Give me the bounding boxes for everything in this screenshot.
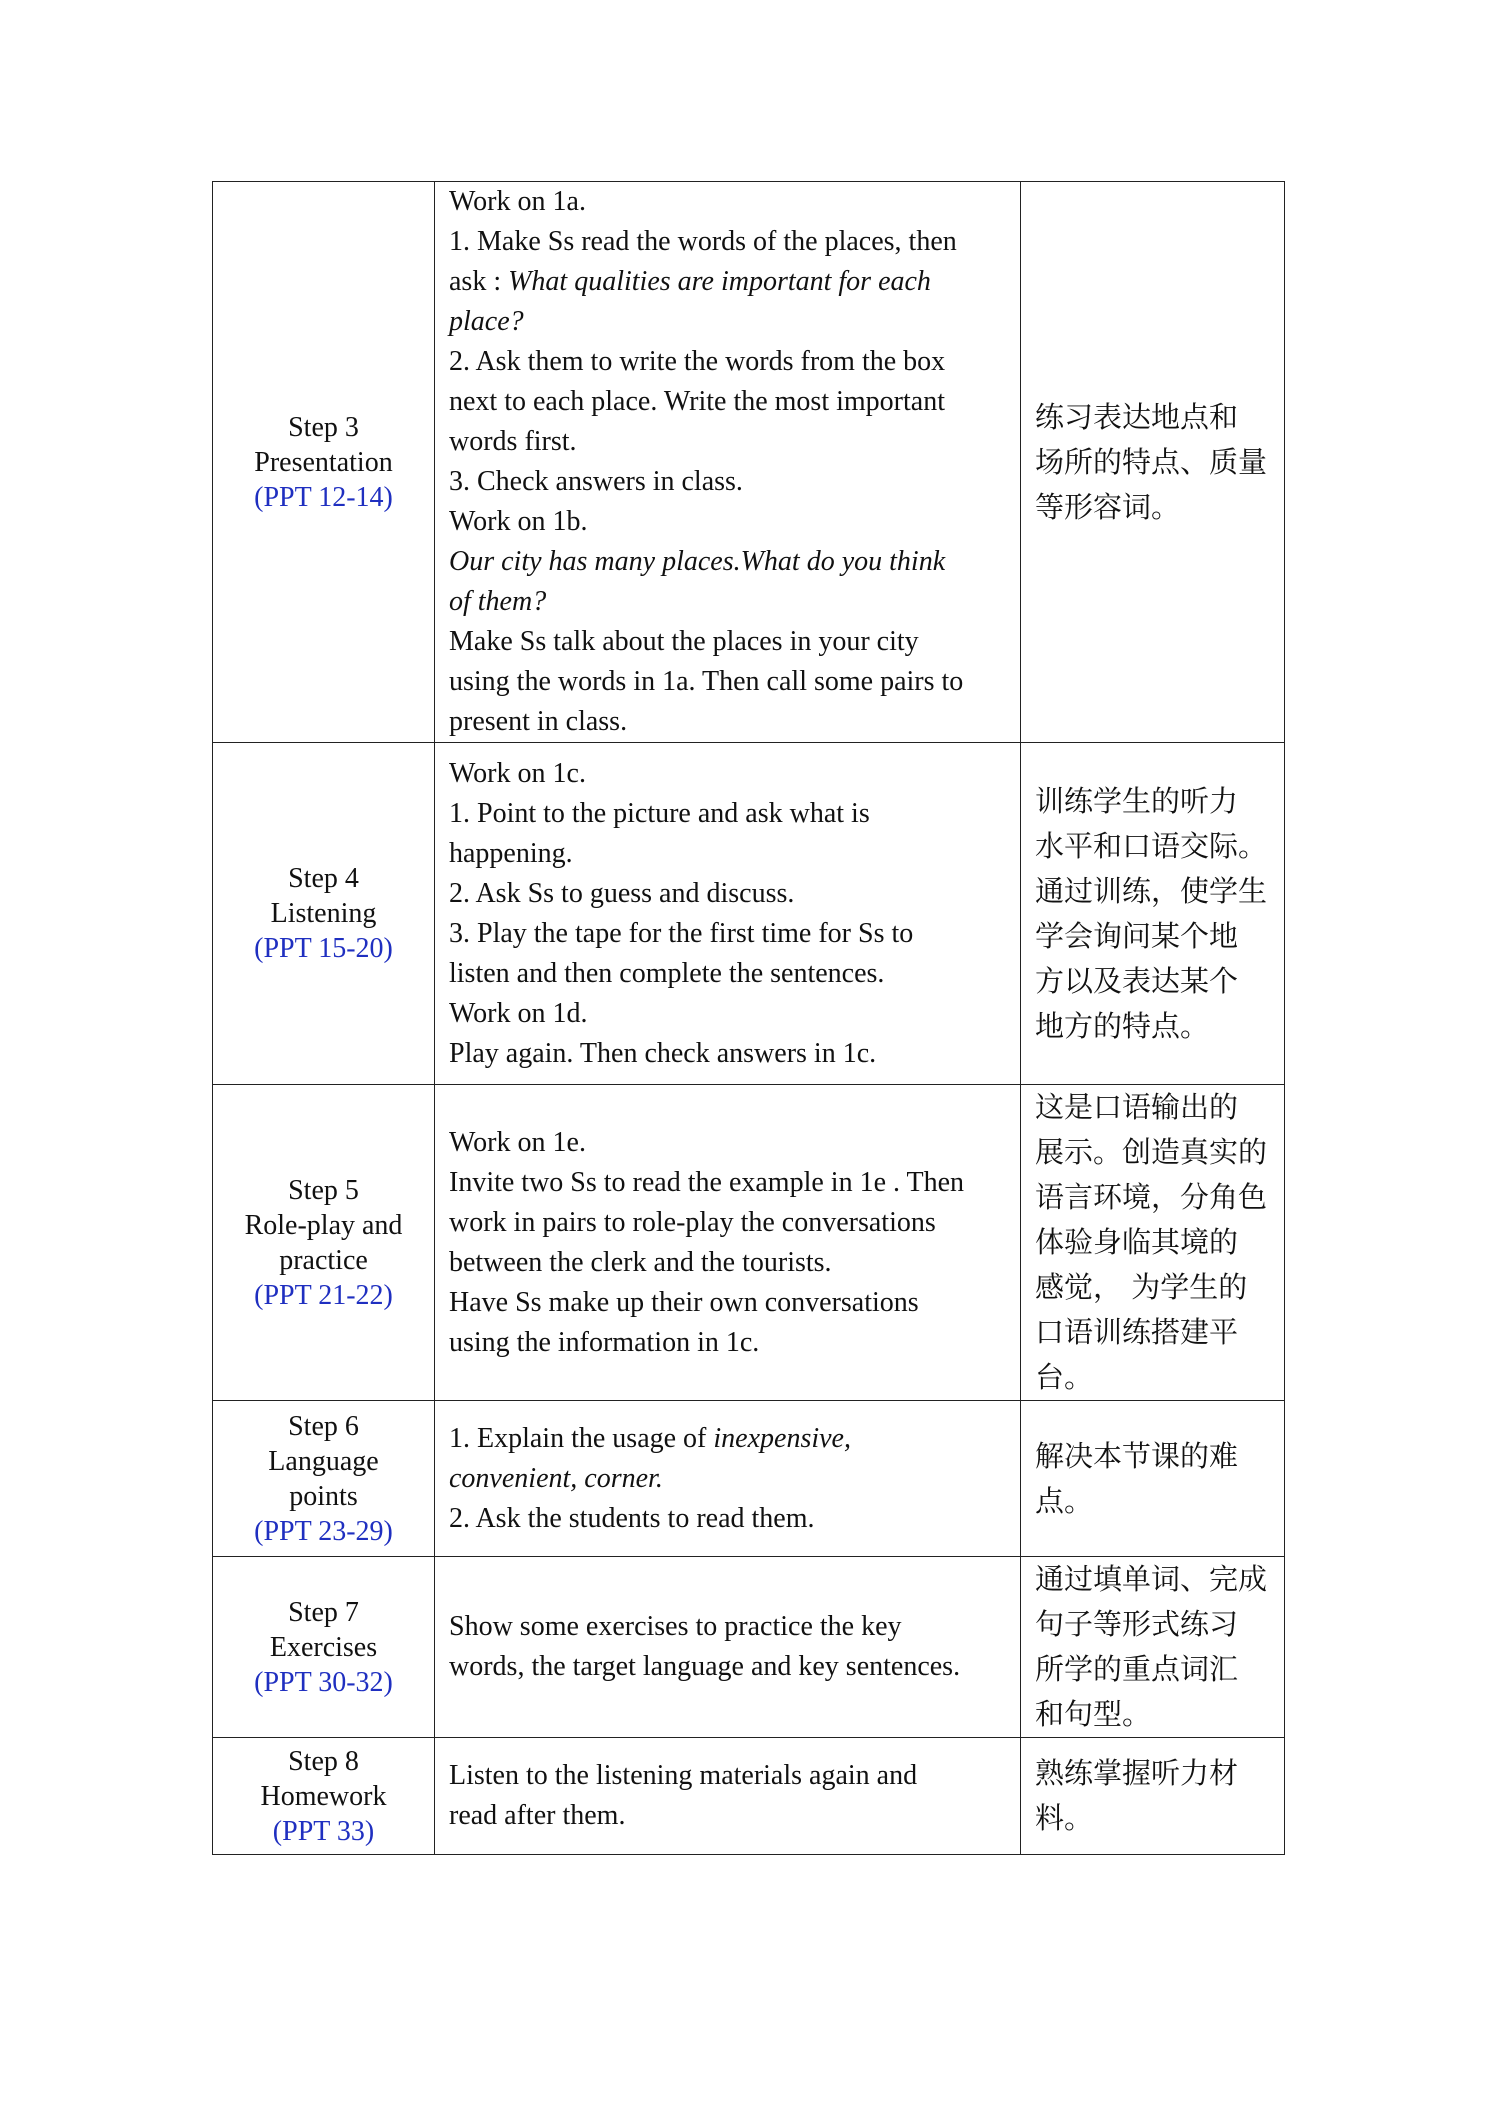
ppt-ref: (PPT 33) [272,1815,375,1847]
step-cell [213,1557,435,1738]
aim-line: 体验身临其境的 [1035,1225,1239,1259]
procedure-line: Show some exercises to practice the key [449,1611,902,1642]
step-label: Step 4 [288,863,359,894]
step-title-cont: practice [279,1244,368,1276]
step-label: Step 5 [288,1174,359,1206]
step-title: Listening [270,898,377,929]
ppt-ref: (PPT 23-29) [254,1515,393,1547]
aim-line: 通过训练，使学生 [1035,873,1268,908]
procedure-line: of them? [449,586,547,617]
procedure-line: listen and then complete the sentences. [449,957,885,989]
procedure-line: convenient, corner. [449,1462,663,1494]
ppt-ref: (PPT 21-22) [254,1279,393,1311]
procedure-line [449,262,1008,302]
procedure-line: Work on 1d. [449,997,588,1029]
aim-line: 熟练掌握听力材 [1035,1756,1239,1790]
aim-line: 和句型。 [1035,1697,1152,1731]
aim-line: 解决本节课的难 [1035,1438,1239,1473]
aim-line: 口语训练搭建平 [1035,1315,1239,1349]
step-label: Step 7 [288,1596,359,1628]
procedure-italic-text: inexpensive, [713,1422,851,1454]
procedure-line: Play again. Then check answers in 1c. [449,1037,877,1069]
procedure-line: using the information in 1c. [449,1326,760,1358]
procedure-cell [435,182,1021,743]
procedure-line: 2. Ask the students to read them. [449,1502,815,1534]
step-title: Presentation [254,446,393,478]
procedure-line: Make Ss talk about the places in your city [449,626,919,657]
step-cell [213,1085,435,1401]
aim-line: 方以及表达某个 [1035,963,1239,998]
aim-line: 场所的特点、质量 [1035,444,1268,479]
aim-line: 句子等形式练习 [1035,1607,1239,1641]
procedure-cell [435,1085,1021,1401]
aim-cell [1021,743,1285,1085]
procedure-line: Work on 1e. [449,1126,586,1158]
aim-line: 料。 [1035,1801,1094,1835]
aim-line: 通过填单词、完成 [1035,1562,1268,1596]
step-label: Step 8 [288,1745,359,1777]
step-cell [213,1738,435,1855]
lesson-plan-table [212,181,1285,1855]
procedure-line: Work on 1b. [449,506,588,537]
procedure-line: 2. Ask Ss to guess and discuss. [449,877,795,909]
step-cell [213,1401,435,1557]
table-row [213,1085,1285,1401]
aim-line: 地方的特点。 [1035,1008,1210,1043]
procedure-line: place? [449,306,524,337]
procedure-cell [435,743,1021,1085]
procedure-line: words, the target language and key sentences. [449,1651,961,1682]
procedure-line: Invite two Ss to read the example in 1e . Then [449,1166,965,1198]
step-cell [213,743,435,1085]
aim-line: 训练学生的听力 [1035,783,1239,818]
aim-cell [1021,1738,1285,1855]
procedure-text: 1. Explain the usage of [449,1422,714,1454]
aim-cell [1021,182,1285,743]
step-title-cont: points [289,1480,358,1512]
aim-cell [1021,1557,1285,1738]
procedure-line: 3. Play the tape for the first time for Ss to [449,917,914,949]
aim-line: 展示。创造真实的 [1035,1135,1268,1169]
aim-line: 语言环境，分角色 [1035,1180,1268,1214]
procedure-line: Work on 1c. [449,757,586,789]
procedure-line: using the words in 1a. Then call some pairs to [449,666,964,697]
aim-line: 水平和口语交际。 [1035,828,1268,863]
procedure-line: 1. Point to the picture and ask what is [449,797,870,829]
aim-line: 台。 [1035,1360,1094,1394]
procedure-line: Have Ss make up their own conversations [449,1286,919,1318]
aim-line: 练习表达地点和 [1035,399,1239,434]
aim-line: 感觉， 为学生的 [1035,1270,1248,1304]
procedure-line: between the clerk and the tourists. [449,1246,832,1278]
aim-line: 等形容词。 [1035,489,1181,524]
procedure-line: 3. Check answers in class. [449,466,743,497]
procedure-line: next to each place. Write the most important [449,386,945,417]
table-row [213,1401,1285,1557]
procedure-line: Work on 1a. [449,186,586,217]
step-title: Homework [260,1780,387,1812]
procedure-cell [435,1557,1021,1738]
procedure-line: present in class. [449,706,628,737]
aim-cell [1021,1085,1285,1401]
step-cell [213,182,435,743]
procedure-line: 1. Make Ss read the words of the places, then [449,226,957,257]
step-label: Step 6 [288,1410,359,1442]
procedure-line: 2. Ask them to write the words from the box [449,346,946,377]
ppt-ref: (PPT 15-20) [254,933,393,964]
ppt-ref: (PPT 12-14) [254,481,393,513]
step-label: Step 3 [288,411,359,443]
procedure-cell [435,1738,1021,1855]
step-title: Role-play and [244,1209,403,1241]
step-title: Language [268,1445,379,1477]
procedure-cell [435,1401,1021,1557]
table-row [213,182,1285,743]
table-row [213,1557,1285,1738]
aim-line: 点。 [1035,1483,1094,1518]
procedure-italic-text: What qualities are important for each [508,266,931,297]
aim-cell [1021,1401,1285,1557]
procedure-line: happening. [449,837,573,869]
procedure-line: read after them. [449,1800,626,1831]
table-row [213,1738,1285,1855]
procedure-line: words first. [449,426,577,457]
table-row [213,743,1285,1085]
procedure-line [449,1419,1008,1459]
aim-line: 这是口语输出的 [1035,1090,1239,1124]
procedure-line: work in pairs to role-play the conversations [449,1206,936,1238]
aim-line: 所学的重点词汇 [1035,1652,1239,1686]
procedure-line: Our city has many places.What do you think [449,546,946,577]
ppt-ref: (PPT 30-32) [254,1666,393,1698]
procedure-line: Listen to the listening materials again and [449,1760,918,1791]
procedure-text: ask : [449,266,509,297]
aim-line: 学会询问某个地 [1035,918,1239,953]
step-title: Exercises [269,1631,378,1663]
